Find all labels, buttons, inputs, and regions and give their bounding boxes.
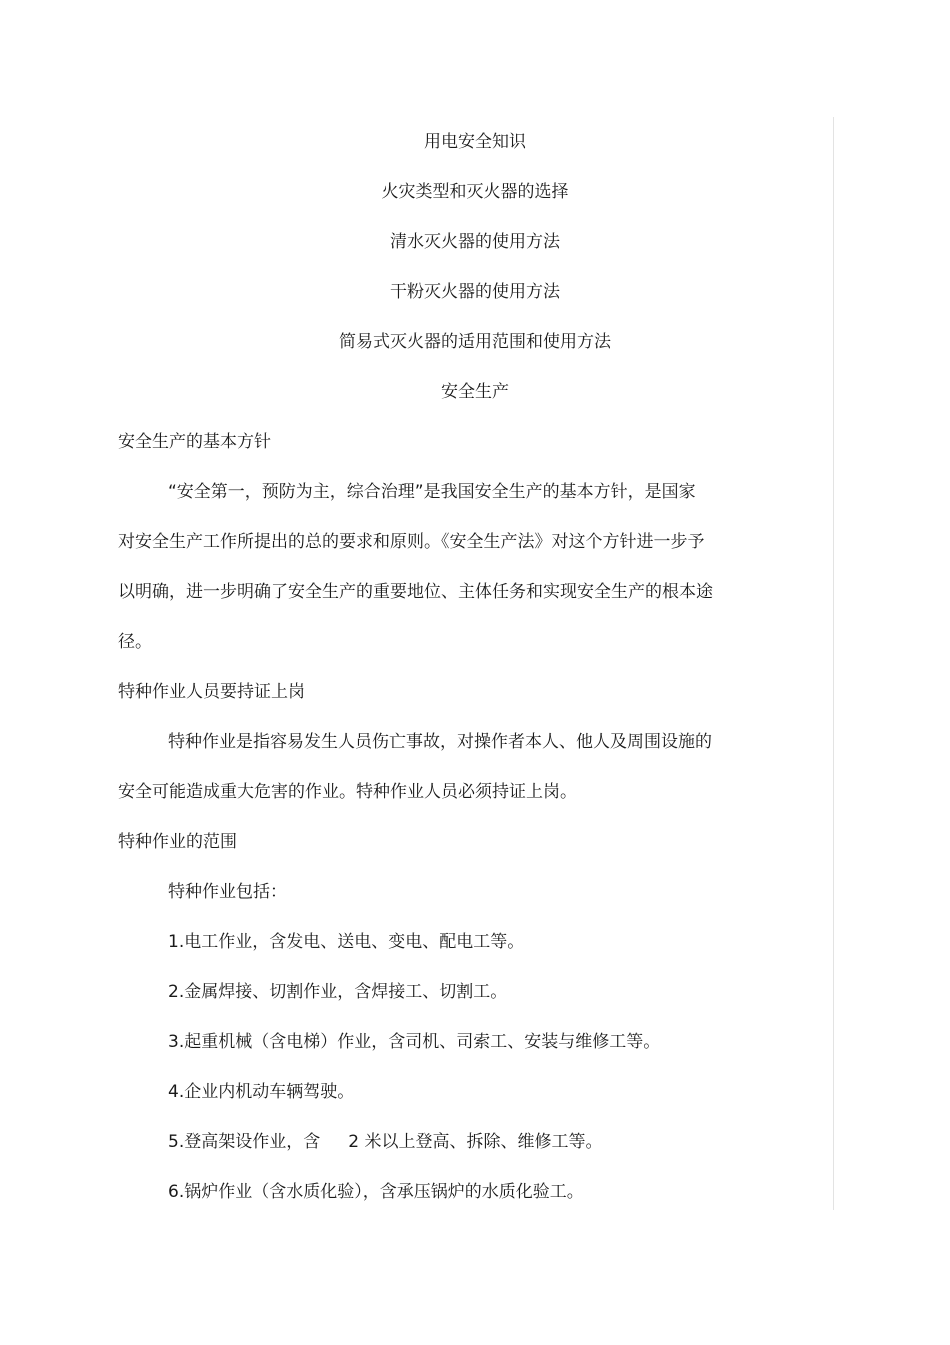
section-heading-certification: 特种作业人员要持证上岗: [118, 682, 305, 702]
scope-list-item: 2.金属焊接、切割作业，含焊接工、切割工。: [168, 982, 508, 1002]
scope-list-item: 1.电工作业，含发电、送电、变电、配电工等。: [168, 932, 525, 952]
scope-item5-after: 2 米以上登高、拆除、维修工等。: [348, 1132, 603, 1152]
policy-paragraph-line: 以明确，进一步明确了安全生产的重要地位、主体任务和实现安全生产的根本途: [118, 582, 713, 602]
toc-item-water-extinguisher: 清水灭火器的使用方法: [390, 232, 560, 252]
toc-item-powder-extinguisher: 干粉灭火器的使用方法: [390, 282, 560, 302]
scope-item5-before: 5.登高架设作业，含: [168, 1132, 321, 1152]
certification-paragraph-line: 特种作业是指容易发生人员伤亡事故，对操作者本人、他人及周围设施的: [168, 732, 712, 752]
section-heading-policy: 安全生产的基本方针: [118, 432, 271, 452]
section-heading-scope: 特种作业的范围: [118, 832, 237, 852]
certification-paragraph-line: 安全可能造成重大危害的作业。特种作业人员必须持证上岗。: [118, 782, 577, 802]
toc-item-simple-extinguisher: 简易式灭火器的适用范围和使用方法: [339, 332, 611, 352]
scope-list-item: 4.企业内机动车辆驾驶。: [168, 1082, 355, 1102]
toc-item-electric-safety: 用电安全知识: [424, 132, 526, 152]
toc-item-fire-types: 火灾类型和灭火器的选择: [381, 182, 569, 202]
policy-paragraph-line: 对安全生产工作所提出的总的要求和原则。《安全生产法》对这个方针进一步予: [118, 532, 705, 552]
toc-item-safe-production: 安全生产: [441, 382, 509, 402]
scope-intro: 特种作业包括：: [168, 882, 287, 902]
policy-paragraph-line: 径。: [118, 632, 152, 652]
policy-paragraph-line: “安全第一，预防为主，综合治理”是我国安全生产的基本方针，是国家: [168, 482, 696, 502]
scope-list-item: 6.锅炉作业（含水质化验），含承压锅炉的水质化验工。: [168, 1182, 584, 1202]
scope-list-item: [168, 1131, 602, 1153]
scope-list-item: 3.起重机械（含电梯）作业，含司机、司索工、安装与维修工等。: [168, 1032, 661, 1052]
